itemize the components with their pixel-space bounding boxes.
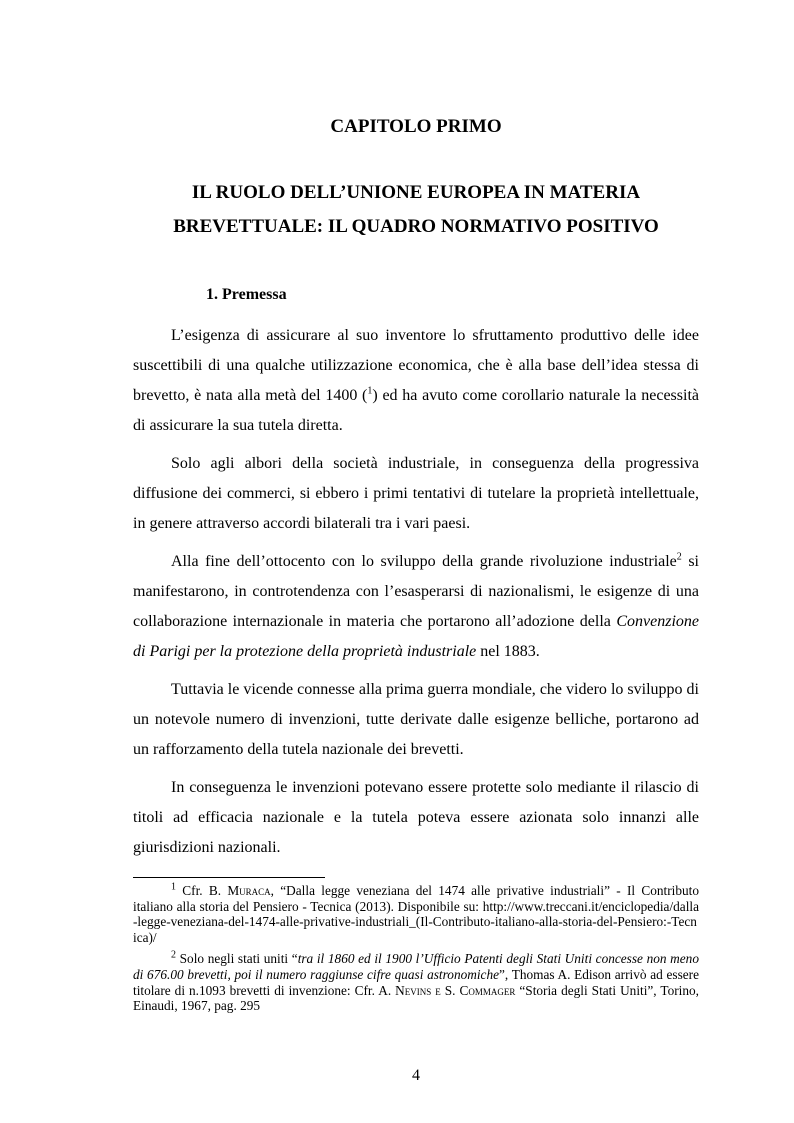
paragraph-3 [133, 547, 699, 667]
paragraph-5: In conseguenza le invenzioni potevano essere protette solo mediante il rilascio di titoli ad efficacia nazionale e la tutela poteva essere azionata solo innanzi alle giurisdizioni nazionali. [133, 779, 699, 856]
footnote-2-authors: Nevins e S. Commager [395, 982, 516, 998]
footnote-divider [133, 877, 325, 878]
paragraph-4: Tuttavia le vicende connesse alla prima guerra mondiale, che videro lo sviluppo di un notevole numero di invenzioni, tutte derivate dalle esigenze belliche, portarono ad un rafforzamento della tutela nazionale dei brevetti. [133, 681, 699, 758]
section-heading: 1. Premessa [206, 286, 287, 303]
footnote-1-number: 1 [171, 881, 176, 893]
chapter-title-line-1: IL RUOLO DELL’UNIONE EUROPEA IN MATERIA [191, 182, 641, 203]
footnote-1 [133, 883, 699, 945]
page-number: 4 [412, 1067, 420, 1084]
paragraph-3-text-b: si manifestarono, in controtendenza con l’esasperarsi di nazionalismi, le esigenze di una collaborazione internazionale in materia che portarono all’adozione della [133, 553, 700, 630]
footnote-2-quote: tra il 1860 ed il 1900 l’Ufficio Patenti degli Stati Uniti concesse non meno di 676.00 brevetti, poi il numero raggiunse cifre quasi astronomiche [133, 951, 699, 982]
footnote-1-link[interactable]: http://www.treccani.it/enciclopedia/dalla-legge-veneziana-del-1474-alle-privative-industriali_(Il-Contributo-italiano-alla-storia-del-Pensiero:-Tecnica)/ [133, 898, 699, 945]
chapter-title [133, 176, 699, 244]
footnote-2-text-b: ”, Thomas A. Edison arrivò ad essere titolare di n.1093 brevetti di invenzione: Cfr. A. [133, 966, 699, 998]
footnote-ref-1[interactable]: 1 [367, 385, 373, 397]
footnote-2-text-c: “Storia degli Stati Uniti”, Torino, Einaudi, 1967, pag. 295 [133, 982, 699, 1014]
paragraph-3-text-c: nel 1883. [476, 643, 540, 660]
footnote-2-number: 2 [171, 949, 176, 961]
paragraph-3-text-a: Alla fine dell’ottocento con lo sviluppo della grande rivoluzione industriale [171, 553, 677, 570]
footnote-1-author: Muraca [227, 883, 271, 898]
paragraph-1-text-b: ) ed ha avuto come corollario naturale la necessità di assicurare la sua tutela diretta. [133, 387, 699, 434]
footnote-2-text-a: Solo negli stati uniti “ [176, 951, 298, 967]
chapter-title-line-2: BREVETTUALE: IL QUADRO NORMATIVO POSITIVO [173, 216, 659, 237]
paragraph-1-text-a: L’esigenza di assicurare al suo inventore lo sfruttamento produttivo delle idee suscettibili di una qualche utilizzazione economica, che è alla base dell’idea stessa di brevetto, è nata alla metà del 1400 ( [133, 327, 699, 404]
footnotes [133, 883, 699, 1020]
footnote-ref-2[interactable]: 2 [676, 551, 682, 563]
footnote-1-text-b: , “Dalla legge veneziana del 1474 alle privative industriali” - Il Contributo italiano alla storia del Pensiero - Tecnica (2013). Disponibile su: [133, 883, 699, 914]
footnote-2 [133, 951, 699, 1013]
body-text [133, 321, 699, 871]
convention-title: Convenzione di Parigi per la protezione della proprietà industriale [133, 613, 699, 660]
footnote-1-text-a: Cfr. B. [176, 883, 228, 898]
paragraph-2: Solo agli albori della società industriale, in conseguenza della progressiva diffusione dei commerci, si ebbero i primi tentativi di tutelare la proprietà intellettuale, in genere attraverso accordi bilaterali tra i vari paesi. [133, 455, 699, 532]
paragraph-1 [133, 321, 699, 441]
chapter-heading: CAPITOLO PRIMO [330, 116, 502, 137]
